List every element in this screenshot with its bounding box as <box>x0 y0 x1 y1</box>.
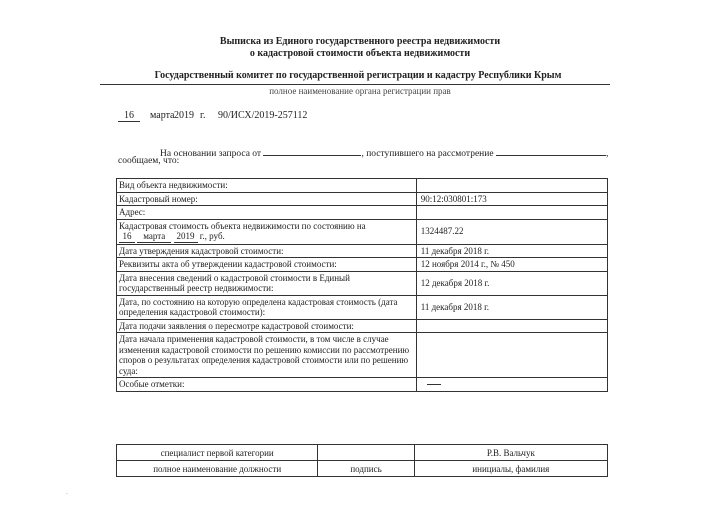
row-label-address: Адрес: <box>117 206 417 220</box>
table-row <box>117 244 608 258</box>
empty-dash <box>427 384 441 385</box>
scan-mark: . <box>66 488 68 496</box>
row-label-application-start-date: Дата начала применения кадастровой стоимости, в том числе в случае изменения кадастровой стоимости по решению комиссии по рассмотрению споров о результатах определения кадастровой стоимости или по решению суда: <box>117 333 417 378</box>
issue-number: 90/ИСХ/2019-257112 <box>218 110 308 121</box>
row-label-review-application-date: Дата подачи заявления о пересмотре кадастровой стоимости: <box>117 319 417 333</box>
caption-signature: подпись <box>318 461 414 477</box>
row-label-determination-date: Дата, по состоянию на которую определена кадастровая стоимость (дата определения кадастровой стоимости): <box>117 295 417 319</box>
cost-date-day: 16 <box>119 231 135 243</box>
cadastral-info-table <box>116 178 608 392</box>
issue-day: 16 <box>118 110 140 122</box>
caption-name: инициалы, фамилия <box>414 461 607 477</box>
issue-year: 2019 <box>174 110 194 121</box>
received-by-blank <box>496 146 606 156</box>
signer-position: специалист первой категории <box>117 445 318 461</box>
organization-name: Государственный комитет по государственной регистрации и кадастру Республики Крым <box>154 70 562 81</box>
row-label-special-notes: Особые отметки: <box>117 378 417 392</box>
signer-name: Р.В. Вальчук <box>414 445 607 461</box>
table-row <box>117 192 608 206</box>
organization-caption: полное наименование органа регистрации прав <box>269 86 451 96</box>
table-row <box>117 271 608 295</box>
basis-line2: сообщаем, что: <box>118 156 180 166</box>
row-label-cadastral-cost <box>117 219 417 244</box>
row-label-approval-act: Реквизиты акта об утверждении кадастровой стоимости: <box>117 258 417 272</box>
row-label-approval-date: Дата утверждения кадастровой стоимости: <box>117 244 417 258</box>
table-row <box>117 295 608 319</box>
row-value-cadastral-number: 90:12:030801:173 <box>416 192 607 206</box>
row-value-application-start-date <box>416 333 607 378</box>
cost-date-month: марта <box>137 231 171 243</box>
row-value-registry-entry-date: 12 декабря 2018 г. <box>416 271 607 295</box>
table-row <box>117 378 608 392</box>
row-value-address <box>416 206 607 220</box>
table-row <box>117 206 608 220</box>
row-label-object-type: Вид объекта недвижимости: <box>117 179 417 193</box>
row-label-cadastral-number: Кадастровый номер: <box>117 192 417 206</box>
basis-line <box>160 146 608 159</box>
row-value-approval-date: 11 декабря 2018 г. <box>416 244 607 258</box>
signature-table <box>116 444 608 477</box>
caption-position: полное наименование должности <box>117 461 318 477</box>
cost-date-year: 2019 <box>174 231 198 243</box>
table-row <box>117 179 608 193</box>
row-label-registry-entry-date: Дата внесения сведений о кадастровой стоимости в Единый государственный реестр недвижимости: <box>117 271 417 295</box>
row-value-approval-act: 12 ноября 2014 г., № 450 <box>416 258 607 272</box>
row-value-cadastral-cost: 1324487.22 <box>416 219 607 244</box>
document-title-line1: Выписка из Единого государственного реестра недвижимости <box>219 36 501 47</box>
row-value-object-type <box>416 179 607 193</box>
issue-month: марта <box>150 110 175 121</box>
cost-label-text: Кадастровая стоимость объекта недвижимости по состоянию на <box>119 220 366 231</box>
basis-prefix: На основании запроса от <box>160 149 262 159</box>
row-value-determination-date: 11 декабря 2018 г. <box>416 295 607 319</box>
organization-underline <box>100 84 610 85</box>
basis-end: , <box>605 149 609 159</box>
issue-year-suffix: г. <box>200 110 206 121</box>
signer-signature <box>318 445 414 461</box>
table-row <box>117 258 608 272</box>
table-row <box>117 319 608 333</box>
signature-row <box>117 445 608 461</box>
document-title-line2: о кадастровой стоимости объекта недвижимости <box>249 48 471 59</box>
cost-date-suffix: г., руб. <box>199 231 225 241</box>
row-value-special-notes <box>416 378 607 392</box>
row-value-review-application-date <box>416 319 607 333</box>
basis-middle: , поступившего на рассмотрение <box>361 149 494 159</box>
request-date-blank <box>263 146 361 156</box>
signature-caption-row <box>117 461 608 477</box>
table-row <box>117 219 608 244</box>
table-row <box>117 333 608 378</box>
